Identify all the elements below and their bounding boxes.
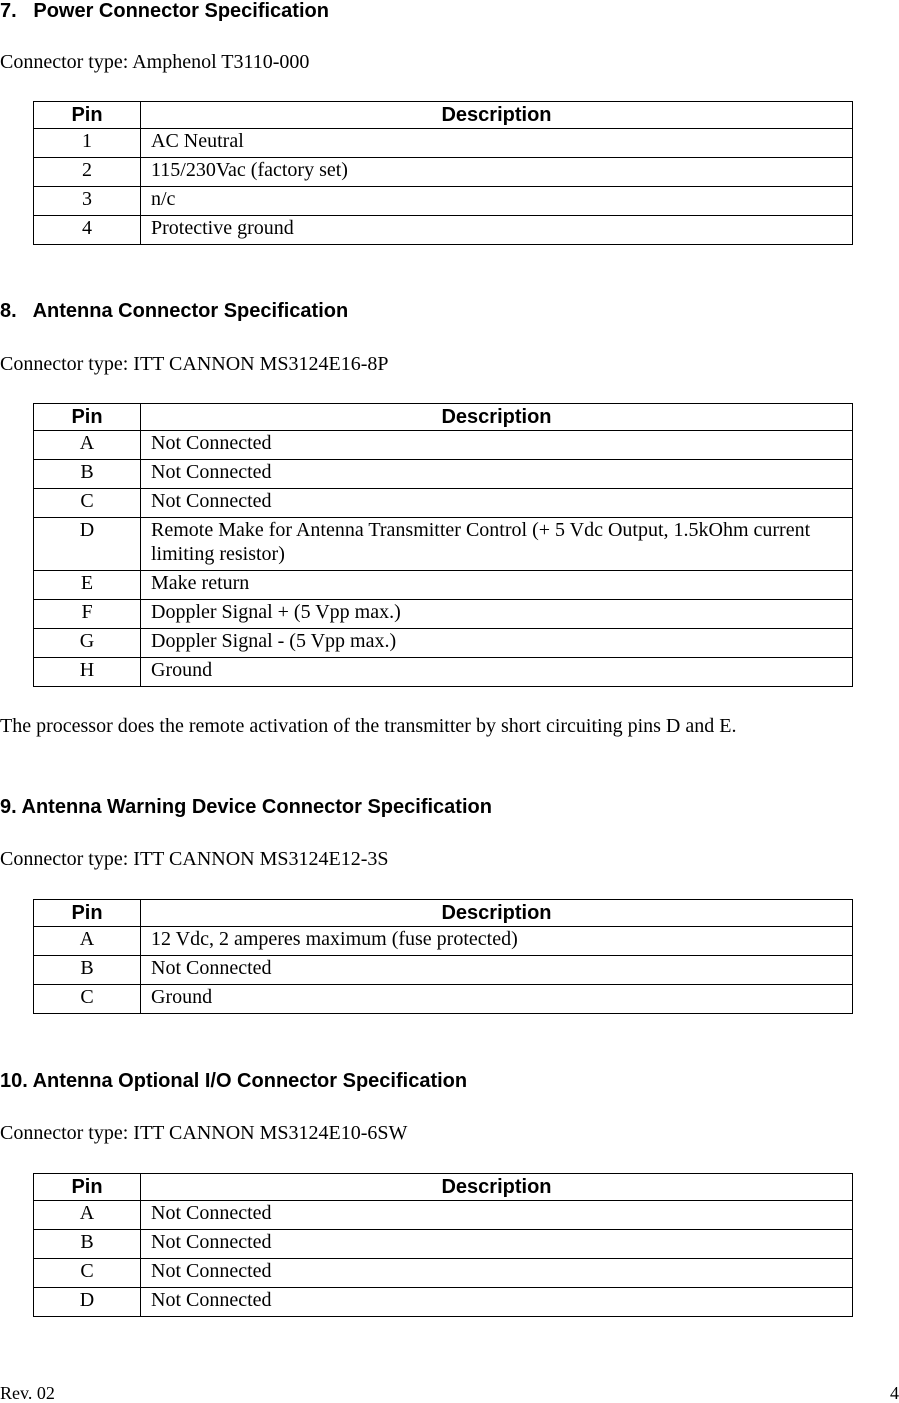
table-row	[34, 158, 853, 187]
table-row	[34, 460, 853, 489]
pin-cell: A	[34, 927, 141, 956]
pin-cell: D	[34, 518, 141, 571]
description-cell: Not Connected	[141, 1201, 853, 1230]
pin-cell: B	[34, 956, 141, 985]
pin-cell: 3	[34, 187, 141, 216]
table-row	[34, 129, 853, 158]
optional-io-connector-table	[33, 1173, 853, 1317]
section-9-connector-type: Connector type: ITT CANNON MS3124E12-3S	[0, 848, 389, 870]
description-cell: Doppler Signal - (5 Vpp max.)	[141, 629, 853, 658]
section-10-heading: 10. Antenna Optional I/O Connector Specification	[0, 1070, 468, 1092]
table-row	[34, 629, 853, 658]
section-7-heading: 7. Power Connector Specification	[0, 0, 329, 22]
power-connector-table	[33, 101, 853, 245]
description-column-header: Description	[141, 900, 853, 927]
table-row	[34, 658, 853, 687]
pin-cell: F	[34, 600, 141, 629]
description-cell: Protective ground	[141, 216, 853, 245]
description-cell: Not Connected	[141, 956, 853, 985]
pin-cell: 1	[34, 129, 141, 158]
description-cell: Not Connected	[141, 1230, 853, 1259]
antenna-connector-table	[33, 403, 853, 687]
description-cell: 115/230Vac (factory set)	[141, 158, 853, 187]
section-9-heading: 9. Antenna Warning Device Connector Specification	[0, 796, 492, 818]
table-header-row	[34, 1174, 853, 1201]
pin-column-header: Pin	[34, 900, 141, 927]
table-row	[34, 927, 853, 956]
footer-revision: Rev. 02	[0, 1383, 55, 1403]
description-column-header: Description	[141, 102, 853, 129]
description-cell: Not Connected	[141, 1288, 853, 1317]
table-header-row	[34, 900, 853, 927]
table-row	[34, 1201, 853, 1230]
table-row	[34, 216, 853, 245]
pin-cell: A	[34, 431, 141, 460]
table-row	[34, 1259, 853, 1288]
section-8-note: The processor does the remote activation of the transmitter by short circuiting pins D and E.	[0, 715, 737, 737]
table-row	[34, 1230, 853, 1259]
description-cell: Make return	[141, 571, 853, 600]
description-cell: Doppler Signal + (5 Vpp max.)	[141, 600, 853, 629]
pin-cell: B	[34, 460, 141, 489]
pin-column-header: Pin	[34, 404, 141, 431]
section-7-connector-type: Connector type: Amphenol T3110-000	[0, 51, 310, 73]
table-row	[34, 956, 853, 985]
table-row	[34, 985, 853, 1014]
table-row	[34, 518, 853, 571]
pin-cell: E	[34, 571, 141, 600]
footer-page-number: 4	[890, 1383, 899, 1403]
section-10-connector-type: Connector type: ITT CANNON MS3124E10-6SW	[0, 1122, 408, 1144]
description-cell: Not Connected	[141, 489, 853, 518]
description-cell: Ground	[141, 985, 853, 1014]
description-cell: Not Connected	[141, 431, 853, 460]
pin-cell: B	[34, 1230, 141, 1259]
pin-cell: C	[34, 489, 141, 518]
pin-cell: H	[34, 658, 141, 687]
warning-device-connector-table	[33, 899, 853, 1014]
description-cell: Not Connected	[141, 460, 853, 489]
pin-cell: G	[34, 629, 141, 658]
table-header-row	[34, 404, 853, 431]
description-cell: Remote Make for Antenna Transmitter Control (+ 5 Vdc Output, 1.5kOhm current limiting resistor)	[141, 518, 853, 571]
pin-cell: 2	[34, 158, 141, 187]
table-header-row	[34, 102, 853, 129]
description-cell: 12 Vdc, 2 amperes maximum (fuse protected)	[141, 927, 853, 956]
pin-cell: C	[34, 1259, 141, 1288]
description-cell: Not Connected	[141, 1259, 853, 1288]
description-cell: AC Neutral	[141, 129, 853, 158]
section-8-heading: 8. Antenna Connector Specification	[0, 300, 349, 322]
description-column-header: Description	[141, 404, 853, 431]
pin-column-header: Pin	[34, 1174, 141, 1201]
description-cell: Ground	[141, 658, 853, 687]
description-column-header: Description	[141, 1174, 853, 1201]
pin-cell: C	[34, 985, 141, 1014]
pin-cell: A	[34, 1201, 141, 1230]
table-row	[34, 571, 853, 600]
pin-cell: D	[34, 1288, 141, 1317]
pin-cell: 4	[34, 216, 141, 245]
table-row	[34, 600, 853, 629]
table-row	[34, 187, 853, 216]
description-cell: n/c	[141, 187, 853, 216]
pin-column-header: Pin	[34, 102, 141, 129]
table-row	[34, 431, 853, 460]
section-8-connector-type: Connector type: ITT CANNON MS3124E16-8P	[0, 353, 389, 375]
table-row	[34, 489, 853, 518]
table-row	[34, 1288, 853, 1317]
